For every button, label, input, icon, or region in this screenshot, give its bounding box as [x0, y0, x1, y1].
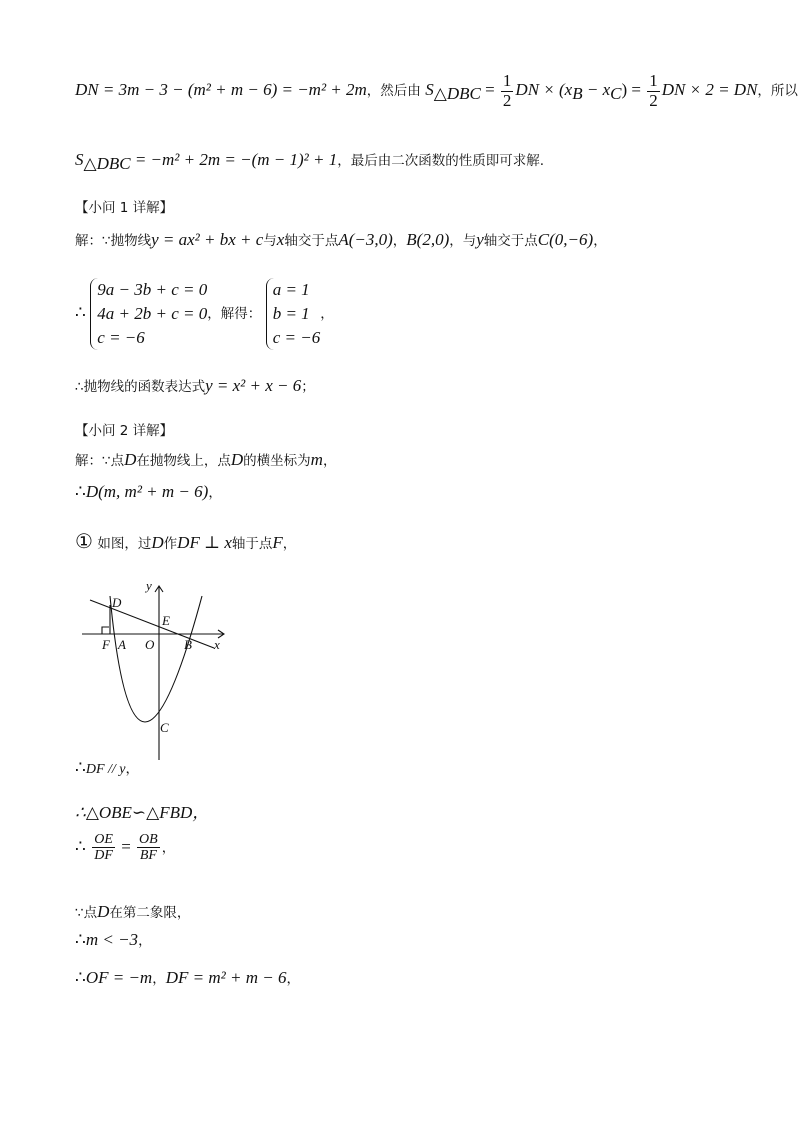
math-dn-2: DN × 2 = DN — [661, 80, 758, 100]
math-minus-x: − x — [582, 80, 611, 100]
math-f: F — [272, 533, 283, 552]
therefore-symbol: ∴ — [75, 836, 86, 856]
math-sub-b: B — [572, 83, 583, 103]
solution-line-6 — [75, 450, 336, 470]
math-area-sub: △DBC — [433, 83, 481, 103]
solution-line-10: ∴△OBE∽△FBD， — [75, 803, 210, 822]
therefore-symbol: ∴ — [75, 482, 86, 501]
math-area-sub: △DBC — [83, 153, 131, 173]
math-area-symbol: S — [75, 150, 84, 169]
therefore-symbol: ∴ — [75, 758, 86, 777]
text-comma-11: ， — [286, 971, 300, 987]
text-comma-6: ， — [282, 536, 297, 552]
frac-num: OB — [139, 832, 158, 847]
math-d: D — [124, 450, 137, 469]
equation-system-1 — [90, 278, 207, 350]
text-on-parabola: 在抛物线上，点 — [136, 453, 231, 469]
solution-line-11 — [75, 832, 175, 864]
label-y: y — [146, 578, 152, 593]
math-area-symbol: S — [425, 80, 434, 100]
text-with: 与 — [263, 233, 277, 249]
frac-den: 2 — [649, 90, 658, 110]
frac-den: 2 — [502, 90, 512, 110]
math-point-d: D(m, m² + m − 6) — [85, 482, 209, 501]
solution-line-9 — [75, 758, 139, 779]
parabola-curve — [110, 596, 202, 722]
system-1-eq-1: 9a − 3b + c = 0 — [97, 280, 208, 299]
label-o: O — [145, 637, 155, 652]
text-axis-intersect: 轴交于点 — [284, 233, 339, 249]
circled-one: ① — [75, 531, 93, 553]
label-c: C — [160, 720, 169, 735]
math-sub-c: C — [610, 83, 622, 103]
math-close: ) = — [621, 80, 646, 100]
math-point-b: B(2,0) — [406, 230, 450, 249]
solution-line-12 — [75, 902, 190, 922]
system-2-eq-3: c = −6 — [272, 328, 321, 347]
math-df-perp: DF ⊥ x — [177, 533, 232, 552]
system-1-eq-2: 4a + 2b + c = 0 — [97, 304, 208, 323]
math-dn-expression-b: (m² + m − 6) = −m² + 2m — [187, 80, 367, 100]
text-semicolon: ； — [301, 379, 315, 395]
therefore-symbol: ∴ — [75, 968, 86, 987]
math-eq: = — [480, 80, 499, 100]
label-d: D — [112, 595, 122, 610]
text-abscissa: 的横坐标为 — [243, 453, 311, 469]
solution-line-8 — [75, 530, 296, 554]
label-e: E — [162, 613, 170, 628]
solution-line-13 — [75, 930, 152, 950]
text-then: ，然后由 — [366, 83, 421, 100]
fraction-half-2 — [647, 72, 660, 110]
solution-line-4 — [75, 278, 334, 350]
math-point-c: C(0,−6) — [537, 230, 594, 249]
therefore-symbol: ∴ — [75, 303, 86, 322]
text-comma-7: ， — [125, 761, 139, 777]
frac-num: 1 — [649, 71, 658, 90]
fraction-half-1 — [501, 72, 514, 110]
therefore-symbol: ∴ — [75, 930, 86, 949]
text-second-quadrant: 在第二象限， — [109, 905, 191, 921]
equation-system-2 — [266, 278, 321, 350]
text-comma-4: ， — [322, 453, 337, 469]
frac-den: DF — [94, 848, 113, 864]
math-y: y — [476, 230, 484, 249]
math-parabola: y = ax² + bx + c — [151, 230, 264, 249]
text-axis-intersect-2: 轴交于点 — [483, 233, 538, 249]
frac-num: OE — [94, 832, 113, 847]
solution-line-1 — [75, 72, 798, 110]
math-point-a: A(−3,0) — [338, 230, 393, 249]
text-comma-8: ， — [161, 839, 176, 856]
math-x: x — [276, 230, 285, 249]
text-finally: ，最后由二次函数的性质即可求解. — [337, 153, 545, 169]
system-2-eq-1: a = 1 — [272, 280, 310, 299]
text-because-point: ∵点 — [75, 905, 98, 921]
label-x: x — [214, 637, 220, 652]
text-solve: ，解得： — [207, 306, 262, 322]
system-1-eq-3: c = −6 — [97, 328, 145, 347]
solution-line-3 — [75, 230, 607, 250]
text-so: ，所以 — [757, 83, 798, 100]
fraction-ob-bf — [137, 832, 160, 864]
label-f: F — [102, 637, 110, 652]
math-df-value: DF = m² + m − 6 — [165, 968, 287, 987]
math-d-3: D — [151, 533, 164, 552]
math-m: m — [310, 450, 323, 469]
text-comma-5: ， — [208, 485, 222, 501]
frac-num: 1 — [502, 71, 512, 90]
label-a: A — [118, 637, 126, 652]
parabola-figure — [82, 578, 232, 763]
solution-line-7 — [75, 482, 222, 502]
text-axis-at: 轴于点 — [231, 536, 273, 552]
math-area-expression: = −m² + 2m = −(m − 1)² + 1 — [130, 150, 338, 169]
label-b: B — [184, 637, 192, 652]
math-of: OF = −m — [85, 968, 153, 987]
text-comma-3: ， — [320, 306, 334, 322]
solution-line-5 — [75, 376, 315, 396]
math-df-parallel: DF // y — [85, 762, 126, 777]
frac-den: BF — [139, 848, 157, 864]
right-angle-mark — [102, 627, 109, 634]
text-comma-2: ， — [593, 233, 607, 249]
text-solution: 解：∵抛物线 — [75, 233, 152, 249]
solution-line-14 — [75, 968, 300, 988]
heading-question-1: 【小问 1 详解】 — [75, 200, 174, 216]
text-draw: 作 — [163, 536, 178, 552]
math-eq: = — [116, 836, 136, 856]
text-with-y: ，与 — [449, 233, 477, 249]
system-2-eq-2: b = 1 — [272, 304, 310, 323]
math-d-2: D — [230, 450, 244, 469]
fraction-oe-df — [92, 832, 115, 864]
math-d-4: D — [97, 902, 110, 921]
math-result-parabola: y = x² + x − 6 — [205, 376, 302, 395]
text-comma-10: ， — [152, 971, 166, 987]
text-comma: ， — [392, 233, 407, 249]
text-solution-2: 解：∵点 — [75, 453, 125, 469]
text-function-expression: ∴抛物线的函数表达式 — [75, 379, 206, 395]
math-m-less: m < −3 — [85, 930, 139, 949]
text-as-figure: 如图，过 — [97, 536, 152, 552]
math-dn-times: DN × (x — [515, 80, 573, 100]
heading-question-2: 【小问 2 详解】 — [75, 423, 174, 439]
text-comma-9: ， — [138, 933, 152, 949]
solution-line-2 — [75, 150, 544, 174]
math-dn-expression: DN = 3m − 3 − — [75, 80, 188, 100]
